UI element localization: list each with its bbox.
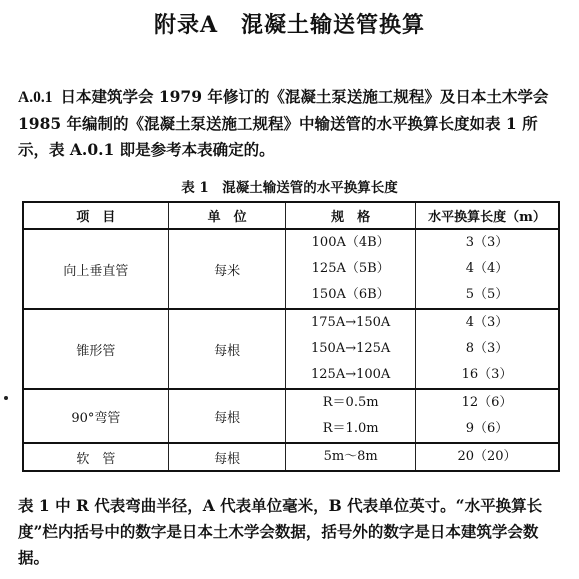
spec-value: 175A→150A — [311, 315, 391, 330]
appendix-title: 附录A 混凝土输送管换算 — [153, 12, 426, 38]
row-item: 软 管 — [23, 443, 168, 471]
clause-number: A.0.1 — [18, 89, 53, 106]
row-item: 90°弯管 — [23, 389, 168, 443]
intro-text: 日本建筑学会 1979 年修订的《混凝土泵送施工规程》及日本土木学会 1985 年编制的《混凝土泵送施工规程》中输送管的水平换算长度如表 1 所示，表 A.0.1 即是参考本表确定的。 — [18, 87, 549, 159]
intro-paragraph — [18, 84, 566, 163]
row-lengths — [416, 309, 559, 389]
row-item: 锥形管 — [23, 309, 168, 389]
row-specs — [286, 389, 416, 443]
row-unit: 每米 — [168, 229, 285, 309]
row-specs — [286, 443, 416, 471]
table-row — [23, 309, 559, 389]
spec-value: R＝1.0m — [322, 421, 379, 436]
table-row — [23, 389, 559, 443]
header-item: 项 目 — [23, 202, 168, 229]
row-lengths — [416, 389, 559, 443]
table-caption: 表 1 混凝土输送管的水平换算长度 — [181, 180, 398, 196]
margin-dot — [4, 396, 8, 400]
length-value: 9（6） — [465, 421, 509, 436]
spec-value: 150A（6B） — [311, 287, 390, 302]
header-length: 水平换算长度（m） — [416, 202, 559, 229]
spec-value: 5m～8m — [323, 449, 378, 464]
conversion-table — [22, 201, 560, 472]
length-value: 20（20） — [457, 449, 517, 464]
header-unit: 单 位 — [168, 202, 285, 229]
row-unit: 每根 — [168, 443, 285, 471]
header-spec: 规 格 — [286, 202, 416, 229]
length-value: 5（5） — [465, 287, 509, 302]
spec-value: 125A→100A — [311, 367, 391, 382]
row-lengths — [416, 229, 559, 309]
length-value: 3（3） — [465, 235, 509, 250]
spec-value: 150A→125A — [311, 341, 391, 356]
spec-value: 125A（5B） — [311, 261, 390, 276]
table-row — [23, 443, 559, 471]
row-specs — [286, 229, 416, 309]
spec-value: R＝0.5m — [322, 395, 379, 410]
row-unit: 每根 — [168, 389, 285, 443]
table-row — [23, 229, 559, 309]
length-value: 8（3） — [465, 341, 509, 356]
table-note: 表 1 中 R 代表弯曲半径，A 代表单位毫米，B 代表单位英寸。“水平换算长度”栏内括号中的数字是日本土木学会数据，括号外的数字是日本建筑学会数据。 — [18, 496, 543, 567]
row-lengths — [416, 443, 559, 471]
length-value: 4（3） — [465, 315, 509, 330]
length-value: 4（4） — [465, 261, 509, 276]
row-unit: 每根 — [168, 309, 285, 389]
row-item: 向上垂直管 — [23, 229, 168, 309]
spec-value: 100A（4B） — [311, 235, 390, 250]
length-value: 12（6） — [461, 395, 513, 410]
table-header-row — [23, 202, 559, 229]
length-value: 16（3） — [461, 367, 513, 382]
row-specs — [286, 309, 416, 389]
